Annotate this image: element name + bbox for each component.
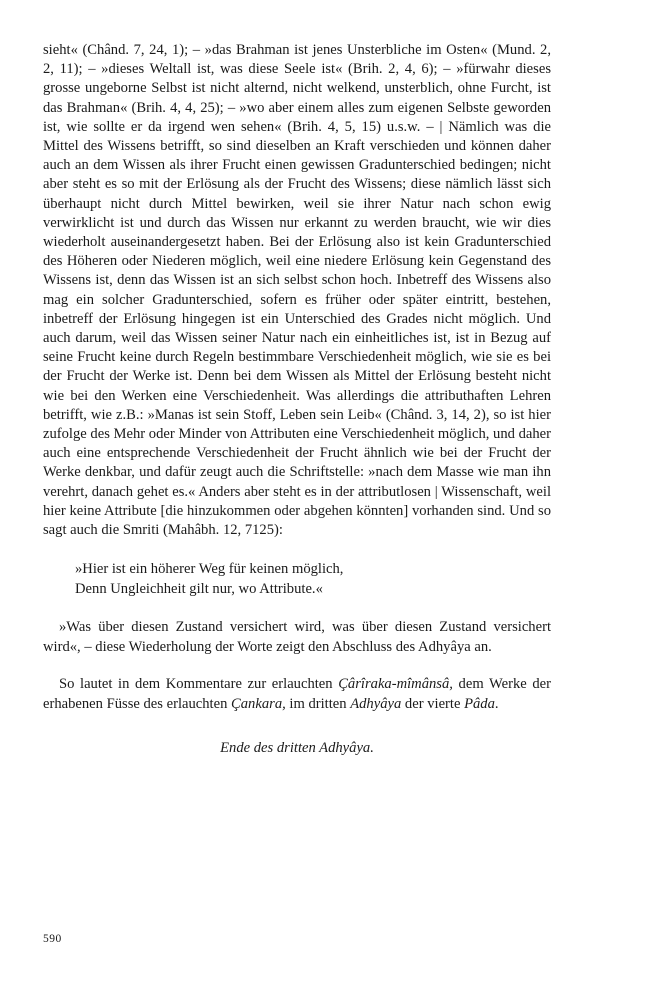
colophon-text-2: dem Werke der erhabenen Füsse des erlauchten — [43, 676, 551, 713]
colophon-author: Çankara, — [231, 696, 286, 713]
colophon-text-3: im dritten — [285, 696, 351, 713]
body-paragraph: sieht« (Chând. 7, 24, 1); – »das Brahman ist jenes Unsterbliche im Osten« (Mund. 2, 2, 11); – »dieses Weltall ist, was diese Seele ist« (Brih. 2, 4, 6); – »fürwahr dieses grosse ungeborne Selbst ist nicht alternd, nicht welkend, unsterblich, ohne Furcht, ist das Brahman« (Brih. 4, 4, 25); – »wo aber einem alles zum eigenen Selbste geworden ist, wie sollte er da irgend wen sehen« (Brih. 4, 5, 15) u.s.w. – | Nämlich was die Mittel des Wissens betrifft, so sind dieselben an Kraft verschieden und können daher auch an dem Wissen als ihrer Frucht einen gewissen Gradunterschied bedingen; nicht aber steht es so mit der Erlösung als der Frucht des Wissens; diese nämlich lässt sich überhaupt nicht durch Mittel bewirken, weil sie ihrer Natur nach schon ewig verwirklicht ist und durch das Wissen nur erkannt zu werden braucht, wie wir dies wiederholt auseinandergesetzt haben. Bei der Erlösung also ist kein Gradunterschied des Höheren oder Niederen möglich, weil eine niedere Erlösung kein Gegenstand des Wissens ist, denn das Wissen ist an sich selbst schon hoch. Inbetreff des Wissens also mag ein solcher Gradunterschied, sofern es früher oder später eintritt, bestehen, inbetreff der Erlösung hingegen ist ein Unterschied des Grades nicht möglich. Und auch darum, weil das Wissen seiner Natur nach ein einheitliches ist, ist in Bezug auf seine Frucht keine durch Regeln bestimmbare Verschiedenheit möglich, wie sie es bei der Frucht der Werke ist. Denn bei dem Wissen als Mittel der Erlösung besteht nicht wie bei den Werken eine Verschiedenheit. Was allerdings die attributhaften Lehren betrifft, wie z.B.: »Manas ist sein Stoff, Leben sein Leib« (Chând. 3, 14, 2), so ist hier zufolge des Mehr oder Minder von Attributen eine Verschiedenheit möglich, und daher auch eine entsprechende Verschiedenheit der Frucht ähnlich wie bei der Frucht der Werke denkbar, und dafür zeugt auch die Schriftstelle: »nach dem Masse wie man ihn verehrt, danach gehet es.« Anders aber steht es in der attributlosen | Wissenschaft, weil hier keine Attribute [die hinzukommen oder abgehen könnten] vorhanden sind. Und so sagt auch die Smriti (Mahâbh. 12, 7125): — [43, 42, 551, 539]
verse-line-1: »Hier ist ein höherer Weg für keinen möglich, — [75, 561, 344, 578]
colophon-work-title: Çârîraka-mîmânsâ, — [338, 676, 453, 693]
colophon-text-1: So lautet in dem Kommentare zur erlauchten — [59, 676, 339, 693]
colophon-adhyaya: Adhyâya — [350, 696, 402, 713]
colophon-pada: Pâda — [464, 696, 495, 713]
closing-paragraph: »Was über diesen Zustand versichert wird, was über diesen Zustand versichert wird«, – diese Wiederholung der Worte zeigt den Abschluss des Adhyâya an. — [43, 619, 551, 655]
colophon-text-4: der vierte — [401, 696, 465, 713]
page-content — [43, 41, 551, 758]
page-number: 590 — [43, 933, 62, 945]
colophon-text-5: . — [494, 696, 499, 713]
colophon-paragraph — [43, 675, 551, 714]
verse-quote — [75, 559, 551, 599]
end-of-chapter-title: Ende des dritten Adhyâya. — [220, 739, 374, 756]
verse-line-2: Denn Ungleichheit gilt nur, wo Attribute.« — [75, 581, 323, 598]
